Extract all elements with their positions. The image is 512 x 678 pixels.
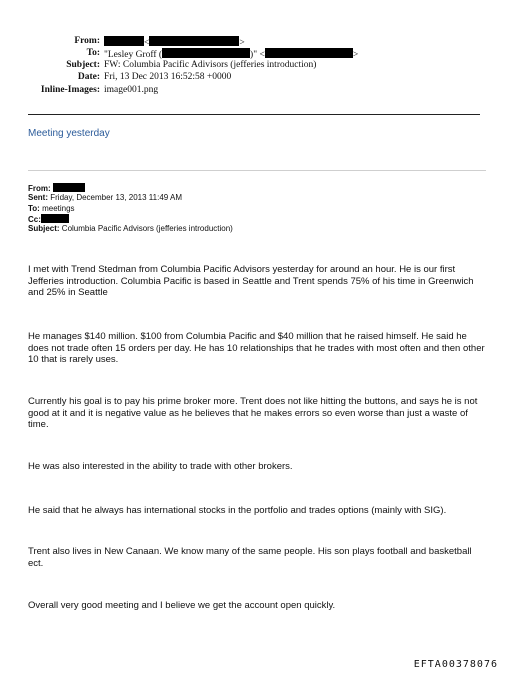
forward-cc: Cc: [28, 214, 69, 225]
inline-images-label: Inline-Images: [40, 85, 100, 95]
forward-subject: Subject: Columbia Pacific Advisors (jefferies introduction) [28, 224, 233, 233]
date-label: Date: [77, 72, 100, 82]
email-header [0, 0, 512, 110]
body-paragraph-2: He manages $140 million. $100 from Columbia Pacific and $40 million that he raised himself. He said he does not trade often 15 orders per day. He has 10 relationships that he trades with most often and then other 10 that is rarely uses. [28, 331, 485, 365]
body-paragraph-1: I met with Trend Stedman from Columbia Pacific Advisors yesterday for around an hour. He is our first Jefferies introduction. Columbia Pacific is based in Seattle and Trent spends 75% of his time in Greenwich and 25% in Seattle [28, 264, 474, 298]
date-value: Fri, 13 Dec 2013 16:52:58 +0000 [104, 72, 232, 82]
redaction-block [149, 36, 239, 46]
body-paragraph-7: Overall very good meeting and I believe we get the account open quickly. [28, 600, 336, 611]
body-paragraph-3: Currently his goal is to pay his prime broker more. Trent does not like hitting the buttons, and says he is not good at it and it is negative value as he believes that he makes errors so even worse than just a waste of time. [28, 396, 478, 430]
forward-to: To: meetings [28, 204, 75, 213]
body-paragraph-5: He said that he always has international stocks in the portfolio and trades options (mainly with SIG). [28, 505, 447, 516]
to-label: To: [86, 48, 100, 58]
inline-images-value: image001.png [104, 85, 159, 95]
from-label: From: [74, 36, 100, 46]
redaction-block [104, 36, 144, 46]
header-divider [28, 114, 480, 115]
body-paragraph-4: He was also interested in the ability to trade with other brokers. [28, 461, 293, 472]
redaction-block [41, 214, 69, 223]
redaction-block [265, 48, 353, 58]
document-id: EFTA00378076 [413, 659, 498, 670]
redaction-block [162, 48, 250, 58]
forward-sent: Sent: Friday, December 13, 2013 11:49 AM [28, 193, 183, 202]
to-value: "Lesley Groff ( )" < > [104, 50, 359, 60]
subject-divider [28, 170, 486, 171]
from-value: < > [104, 36, 245, 49]
redaction-block [53, 183, 85, 192]
forward-from: From: [28, 183, 85, 194]
subject-label: Subject: [66, 60, 100, 70]
email-subject: Meeting yesterday [28, 128, 110, 139]
subject-value: FW: Columbia Pacific Adivisors (jefferies introduction) [104, 60, 317, 70]
body-paragraph-6: Trent also lives in New Canaan. We know many of the same people. His son plays football and basketball ect. [28, 546, 472, 569]
